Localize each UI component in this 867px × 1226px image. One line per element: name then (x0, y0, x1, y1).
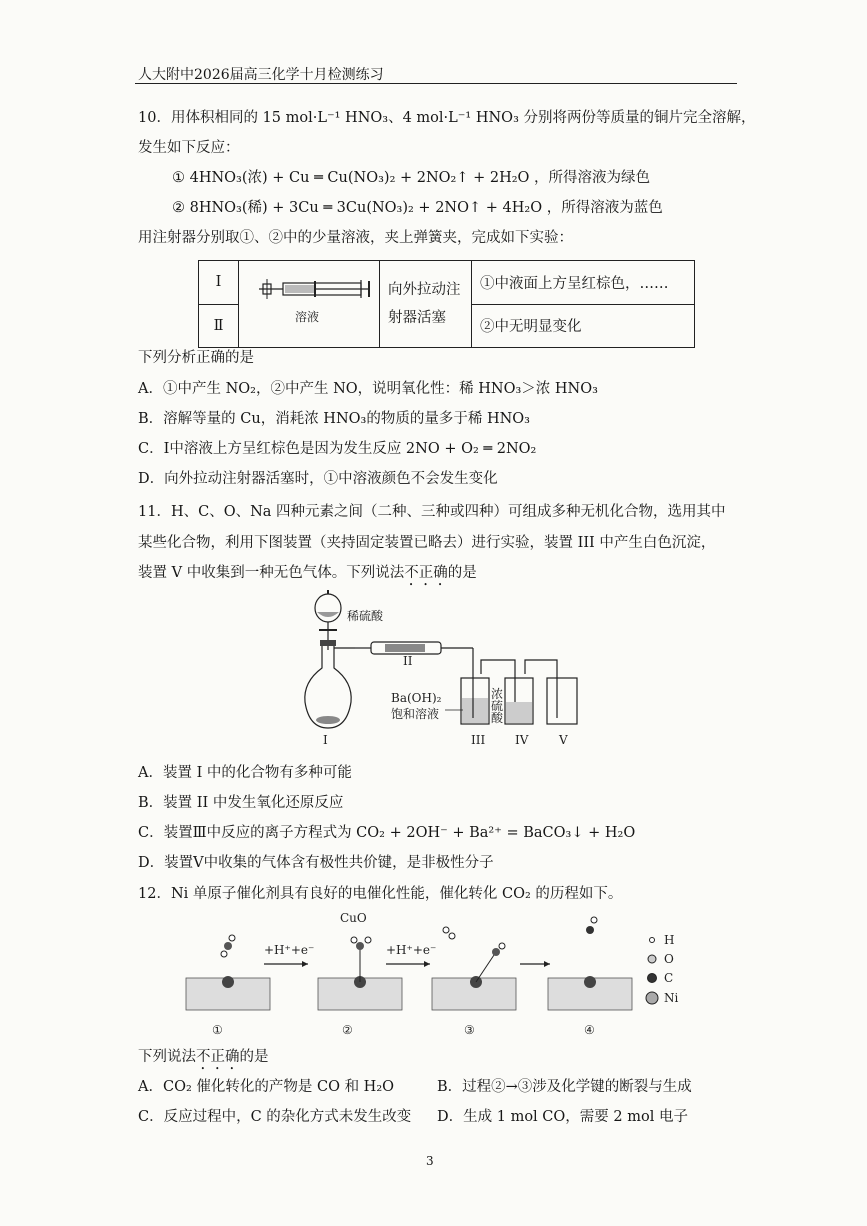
separatory-funnel (315, 594, 341, 622)
q11-option-c: C．装置Ⅲ中反应的离子方程式为 CO₂ + 2OH⁻ + Ba²⁺ = BaCO₃↓ + H₂O (138, 825, 636, 841)
atom-legend (646, 933, 679, 1005)
legend-o: O (664, 952, 674, 966)
catalyst-surface-3 (432, 927, 516, 1010)
legend-ni: Ni (664, 991, 679, 1005)
q11-option-b: B．装置 II 中发生氧化还原反应 (138, 795, 344, 811)
page-number: 3 (426, 1154, 434, 1168)
q11-stem-line1: 11．H、C、O、Na 四种元素之间（二种、三种或四种）可组成多种无机化合物，选用其中 (138, 504, 726, 520)
q12-stem: 12．Ni 单原子催化剂具有良好的电催化性能，催化转化 CO₂ 的历程如下。 (138, 886, 623, 902)
q12-option-d: D．生成 1 mol CO，需要 2 mol 电子 (437, 1109, 688, 1125)
bottle-V (547, 678, 577, 724)
label-V: V (559, 733, 568, 747)
q10-option-c: C．Ⅰ中溶液上方呈红棕色是因为发生反应 2NO + O₂ ═ 2NO₂ (138, 441, 537, 457)
arrow-2-label: +H⁺+e⁻ (386, 943, 437, 957)
legend-c: C (664, 971, 674, 985)
syringe-diagram (239, 261, 379, 347)
q10-option-a: A．①中产生 NO₂，②中产生 NO，说明氧化性：稀 HNO₃＞浓 HNO₃ (138, 381, 598, 397)
row-label-2: Ⅱ (199, 304, 239, 348)
acid-label: 稀硫酸 (347, 609, 384, 623)
result-cell-1: ①中液面上方呈红棕色，…… (472, 261, 695, 305)
q10-reaction-2: ② 8HNO₃(稀) + 3Cu ═ 3Cu(NO₃)₂ + 2NO↑ + 4H₂O ，所得溶液为蓝色 (172, 200, 663, 216)
legend-h: H (664, 933, 675, 947)
q10-reaction-1: ① 4HNO₃(浓) + Cu ═ Cu(NO₃)₂ + 2NO₂↑ + 2H₂O ，所得溶液为绿色 (172, 170, 651, 186)
q12-question-suffix: 的是 (239, 1049, 269, 1065)
baoh-label-2: 饱和溶液 (391, 707, 440, 721)
side-label-2: 硫 (491, 699, 504, 713)
header-rule (135, 83, 737, 84)
operation-cell (380, 261, 472, 348)
q11-stem-prefix: 装置 V 中收集到一种无色气体。下列说法 (138, 565, 405, 581)
q12-question-prefix: 下列说法 (138, 1049, 196, 1065)
label-II: II (403, 654, 413, 668)
q10-option-b: B．溶解等量的 Cu，消耗浓 HNO₃的物质的量多于稀 HNO₃ (138, 411, 530, 427)
step-3-label: ③ (464, 1023, 475, 1037)
q12-emphasis: 不正确 (196, 1049, 240, 1065)
page-header: 人大附中2026届高三化学十月检测练习 (138, 67, 384, 83)
q12-option-c: C．反应过程中，C 的杂化方式未发生改变 (138, 1109, 412, 1125)
syringe-cell (239, 261, 380, 348)
label-I: I (323, 733, 328, 747)
step-2-label: ② (342, 1023, 353, 1037)
baoh-label-1: Ba(OH)₂ (391, 691, 442, 705)
flask-I (305, 645, 351, 728)
step-1-label: ① (212, 1023, 223, 1037)
q10-experiment-table (198, 260, 695, 348)
q10-stem-line1: 10．用体积相同的 15 mol·L⁻¹ HNO₃、4 mol·L⁻¹ HNO₃ 分别将两份等质量的铜片完全溶解， (138, 110, 756, 126)
q12-question (138, 1048, 269, 1073)
q11-emphasis: 不正确 (404, 565, 448, 581)
label-III: III (471, 733, 486, 747)
operation-line-2: 射器活塞 (388, 310, 446, 326)
side-label-1: 浓 (491, 687, 504, 701)
q10-stem-line2: 发生如下反应： (138, 140, 240, 156)
side-label-3: 酸 (491, 711, 504, 725)
q10-option-d: D．向外拉动注射器活塞时，①中溶液颜色不会发生变化 (138, 471, 498, 487)
q12-catalysis-figure (180, 906, 700, 1048)
operation-line-1: 向外拉动注 (388, 282, 461, 298)
label-IV: IV (515, 733, 529, 747)
syringe-caption: 溶液 (295, 310, 320, 324)
q11-stem-line2: 某些化合物，利用下图装置（夹持固定装置已略去）进行实验，装置 III 中产生白色沉淀， (138, 535, 716, 551)
intermediate-label: CuO (340, 911, 367, 925)
q11-option-d: D．装置Ⅴ中收集的气体含有极性共价键，是非极性分子 (138, 855, 494, 871)
result-cell-2: ②中无明显变化 (472, 304, 695, 348)
step-4-label: ④ (584, 1023, 595, 1037)
q12-option-a: A．CO₂ 催化转化的产物是 CO 和 H₂O (138, 1079, 395, 1095)
catalyst-surface-1 (186, 935, 270, 1010)
q10-stem-line3: 用注射器分别取①、②中的少量溶液，夹上弹簧夹，完成如下实验： (138, 230, 573, 246)
q11-stem-suffix: 的是 (447, 565, 477, 581)
q11-stem-line3 (138, 564, 477, 589)
q12-option-b: B．过程②→③涉及化学键的断裂与生成 (437, 1079, 692, 1095)
arrow-1-label: +H⁺+e⁻ (264, 943, 315, 957)
q11-option-a: A．装置 I 中的化合物有多种可能 (138, 765, 352, 781)
q10-question: 下列分析正确的是 (138, 350, 254, 366)
q11-apparatus-figure (295, 590, 595, 750)
row-label-1: Ⅰ (199, 261, 239, 305)
catalyst-surface-4 (548, 917, 632, 1010)
